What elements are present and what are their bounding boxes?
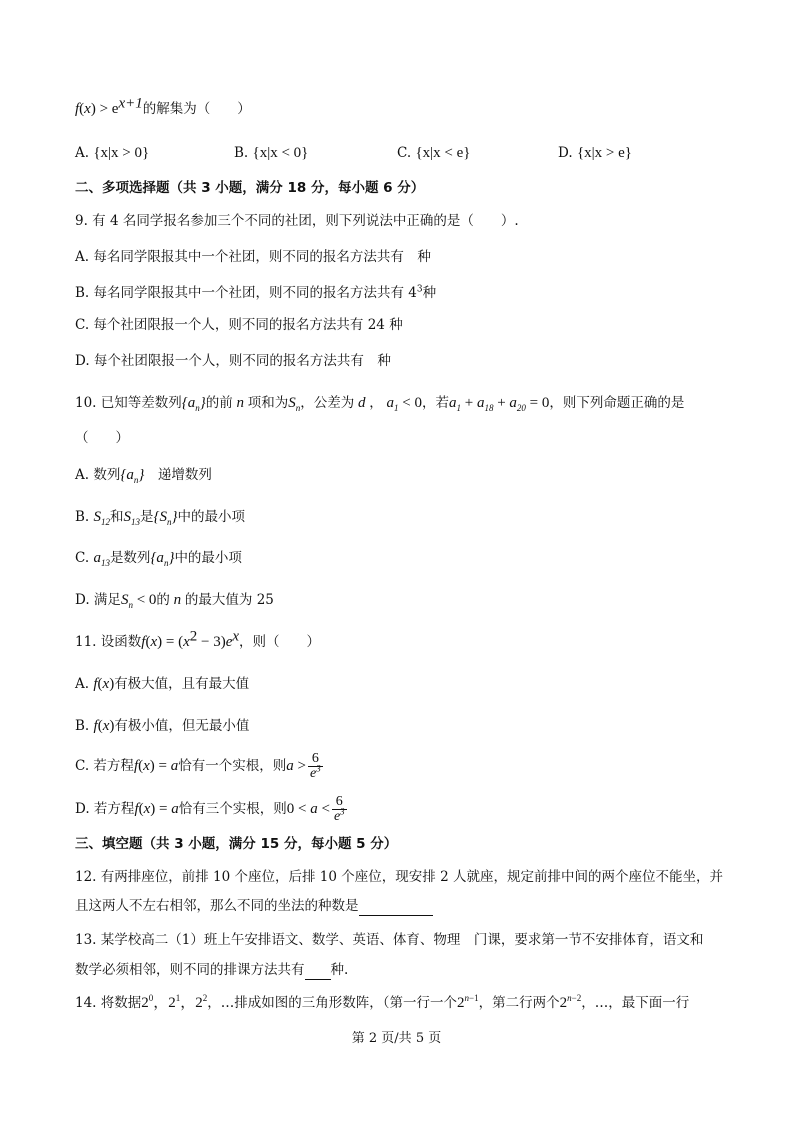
q11-option-b: B. f(x)有极小值，但无最小值: [75, 718, 250, 734]
q11-stem: 11. 设函数$f(x) = (x^2 - 3)e^x$，则（ ）: [75, 628, 321, 650]
q10-option-b: B. $S_{12}$和$S_{13}$是$\{S_n\}$中的最小项: [75, 509, 246, 527]
section-2-title: 二、多项选择题（共 3 小题，满分 18 分，每小题 6 分）: [75, 180, 425, 196]
q12-line2: 且这两人不左右相邻，那么不同的坐法的种数是: [75, 896, 433, 916]
section-3-title: 三、填空题（共 3 小题，满分 15 分，每小题 5 分）: [75, 836, 398, 852]
q11-option-c: C. 若方程f(x) = a恰有一个实根，则a > $\frac{6}{e^3}$: [75, 751, 321, 781]
q11-option-d: D. 若方程f(x) = a恰有三个实根，则0 < a < $\frac{6}{e^3}$: [75, 794, 345, 824]
q13-line1: 13. 某学校高二（1）班上午安排语文、数学、英语、体育、物理 门课，要求第一节不安排体育，语文和: [75, 932, 704, 948]
q9-stem: 9. 有 4 名同学报名参加三个不同的社团，则下列说法中正确的是（ ）.: [75, 213, 519, 229]
q12-line1: 12. 有两排座位，前排 10 个座位，后排 10 个座位，现安排 2 人就座，规定前排中间的两个座位不能坐，并: [75, 869, 723, 885]
q14-line1: 14. 将数据$2^0$，$2^1$，$2^2$，…排成如图的三角形数阵，（第一行一个$2^{n-1}$，第二行两个$2^{n-2}$，…，最下面一行: [75, 993, 690, 1011]
q9-option-d: D. 每个社团限报一个人，则不同的报名方法共有 种: [75, 353, 391, 369]
q10-option-d: D. 满足$S_n < 0$的 n 的最大值为 25: [75, 592, 274, 610]
q13-answer-blank: [305, 965, 331, 980]
page-footer: 第 2 页/共 5 页: [351, 1031, 442, 1046]
q8-stem: $f(x) > e^{x+1}$的解集为（ ）: [75, 95, 251, 117]
q10-option-a: A. 数列$\{a_n\}$ 递增数列: [75, 467, 212, 485]
q9-option-b: B. 每名同学限报其中一个社团，则不同的报名方法共有 $4^3$种: [75, 284, 437, 301]
q10-stem: 10. 已知等差数列$\{a_n\}$的前 n 项和为$S_n$，公差为 d ， $a_1 < 0$，若$a_1 + a_{18} + a_{20} = 0$，则下列命题正确的是: [75, 395, 685, 413]
q10-option-c: C. $a_{13}$是数列$\{a_n\}$中的最小项: [75, 550, 242, 568]
q12-answer-blank: [359, 901, 433, 916]
q8-option-a: A. {x|x > 0}: [75, 145, 150, 161]
q13-line2: 数学必须相邻，则不同的排课方法共有 种.: [75, 962, 349, 978]
q10-paren: （ ）: [75, 430, 129, 446]
q8-option-b: B. {x|x < 0}: [234, 145, 309, 161]
q8-inequality: f: [75, 101, 80, 117]
q9-option-c: C. 每个社团限报一个人，则不同的报名方法共有 24 种: [75, 317, 403, 333]
q9-option-a: A. 每名同学限报其中一个社团，则不同的报名方法共有 种: [75, 249, 431, 265]
q11-option-a: A. f(x)有极大值，且有最大值: [75, 676, 250, 692]
q8-option-c: C. {x|x < e}: [397, 145, 471, 161]
q8-option-d: D. {x|x > e}: [558, 145, 632, 161]
